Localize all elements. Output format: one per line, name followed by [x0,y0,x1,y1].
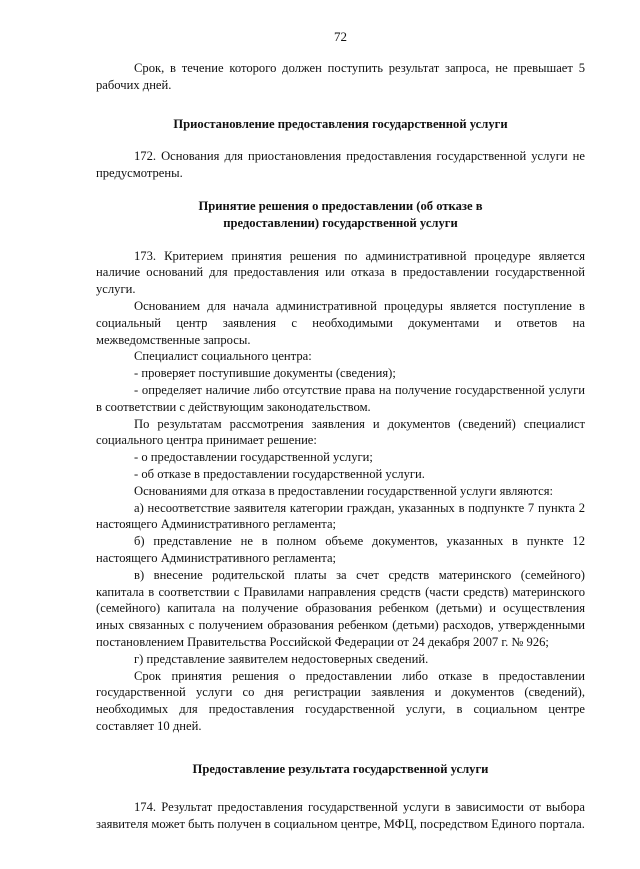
paragraph-172: 172. Основания для приостановления предоставления государственной услуги не предусмотрены. [96,149,585,181]
paragraph-refusal-grounds: Основаниями для отказа в предоставлении государственной услуги являются: [134,483,554,498]
heading-result-delivery: Предоставление результата государственной услуги [192,761,489,776]
paragraph-decision-made: По результатам рассмотрения заявления и документов (сведений) специалист социального центра принимает решение: [96,416,585,448]
list-item-refuse: - об отказе в предоставлении государственной услуги. [134,466,425,481]
paragraph-response-deadline: Срок, в течение которого должен поступить результат запроса, не превышает 5 рабочих дней. [96,61,585,92]
list-item-g: г) представление заявителем недостоверных сведений. [134,651,429,666]
page-number: 72 [334,29,347,44]
paragraph-173: 173. Критерием принятия решения по административной процедуре является наличие оснований для предоставления или отказа в предоставлении государственной услуги. [96,248,585,297]
paragraph-174: 174. Результат предоставления государственной услуги в зависимости от выбора заявителя может быть получен в социальном центре, МФЦ, посредством Единого портала. [96,800,585,832]
list-item-checks-documents: - проверяет поступившие документы (сведения); [134,366,396,381]
list-item-grant: - о предоставлении государственной услуги; [134,450,373,465]
document-body [96,60,585,833]
heading-decision: Принятие решения о предоставлении (об отказе в предоставлении) государственной услуги [198,198,483,230]
list-item-determines-right: - определяет наличие либо отсутствие права на получение государственной услуги в соответствии с действующим законодательством. [96,382,585,414]
paragraph-specialist: Специалист социального центра: [134,349,312,364]
list-item-b: б) представление не в полном объеме документов, указанных в пункте 12 настоящего Административного регламента; [96,534,585,565]
heading-suspension: Приостановление предоставления государственной услуги [173,116,508,131]
list-item-a: а) несоответствие заявителя категории граждан, указанных в подпункте 7 пункта 2 настоящего Административного регламента; [96,500,585,532]
paragraph-basis-start: Основанием для начала административной процедуры является поступление в социальный центр заявления с необходимыми документами и ответов на межведомственные запросы. [96,298,585,347]
list-item-v: в) внесение родительской платы за счет средств материнского (семейного) капитала в соответствии с Правилами направления средств (части средств) материнского (семейного) капитала на получение образования ребенком (детьми) и осуществления иных связанных с получением образования ребенком (детьми) расходов, утвержденными постановлением Правительства Российской Федерации от 24 декабря 2007 г. № 926; [96,567,585,649]
paragraph-decision-deadline: Срок принятия решения о предоставлении либо отказе в предоставлении государственной услуги со дня регистрации заявления и документов (сведений), необходимых для предоставления государственной услуги, в социальном центре составляет 10 дней. [96,668,585,733]
